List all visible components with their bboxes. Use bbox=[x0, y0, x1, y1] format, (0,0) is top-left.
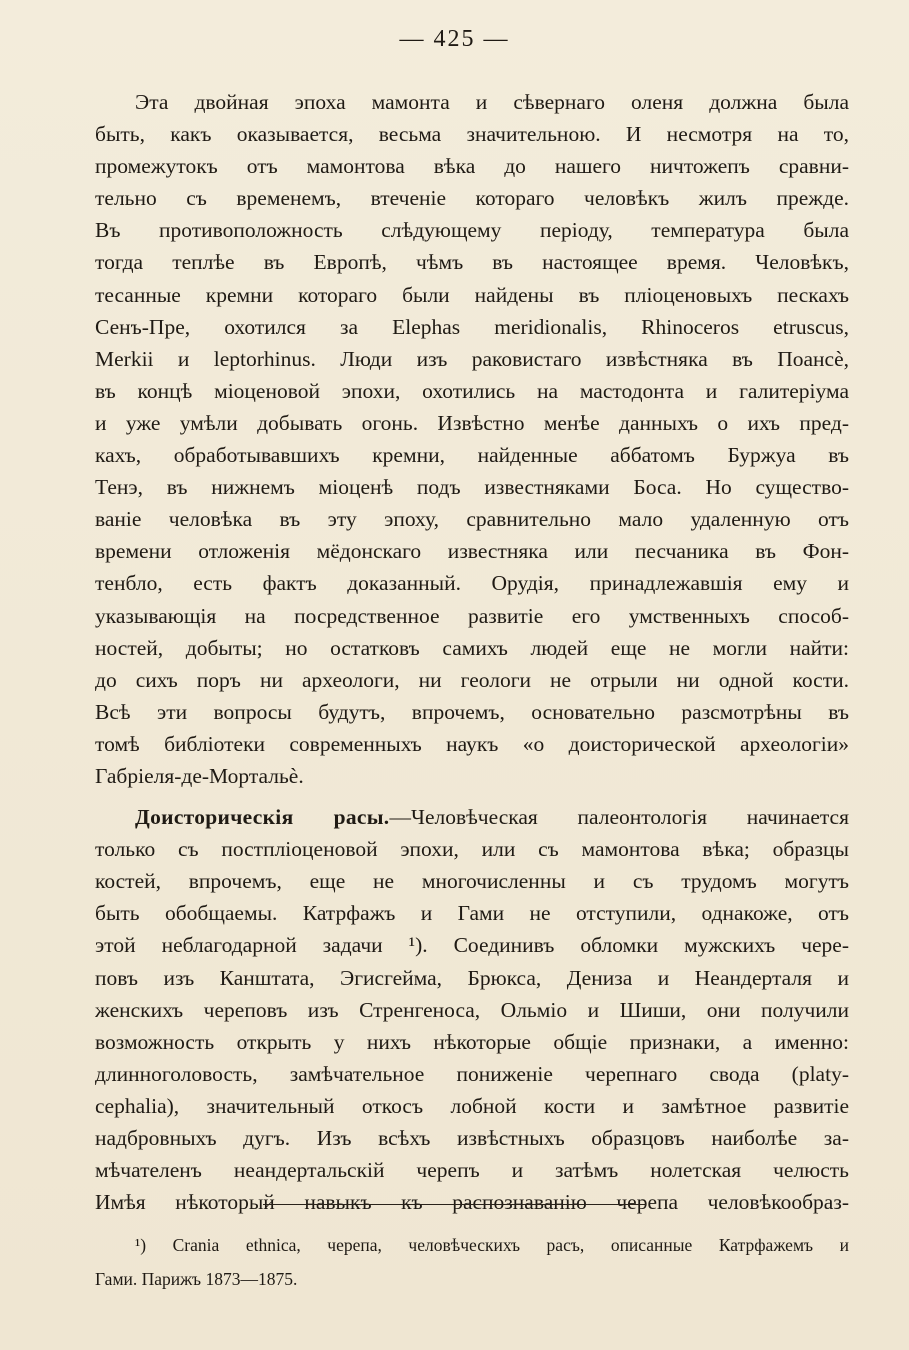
text-line: до сихъ поръ ни археологи, ни геологи не отрыли ни одной кости. bbox=[95, 667, 849, 692]
text-line: томѣ библіотеки современныхъ наукъ «о доисторической археологіи» bbox=[95, 731, 849, 756]
text-line: тогда теплѣе въ Европѣ, чѣмъ въ настоящее время. Человѣкъ, bbox=[95, 250, 849, 275]
text-line: Всѣ эти вопросы будутъ, впрочемъ, основательно разсмотрѣны въ bbox=[95, 699, 849, 724]
text-line-with-heading bbox=[95, 801, 849, 833]
paragraph-1 bbox=[95, 86, 849, 792]
footnote-line: ¹) Crania ethnica, черепа, человѣческихъ расъ, описанные Катрфажемъ и bbox=[135, 1235, 849, 1255]
text-line: надбровныхъ дугъ. Изъ всѣхъ извѣстныхъ образцовъ наиболѣе за- bbox=[95, 1126, 849, 1150]
text-line: Габріеля-де-Мортальѐ. bbox=[95, 763, 304, 788]
body-text bbox=[95, 86, 849, 1218]
text-line: Въ противоположность слѣдующему періоду, температура была bbox=[95, 218, 849, 243]
text-line: Тенэ, въ нижнемъ міоценѣ подъ известняками Боса. Но существо- bbox=[95, 475, 849, 500]
text-line: и уже умѣли добывать огонь. Извѣстно менѣе данныхъ о ихъ пред- bbox=[95, 410, 849, 435]
text-line: этой неблагодарной задачи ¹). Соединивъ обломки мужскихъ чере- bbox=[95, 933, 849, 958]
text-run: —Человѣческая палеонтологія начинается bbox=[389, 805, 849, 830]
text-line: указывающія на посредственное развитіе его умственныхъ способ- bbox=[95, 603, 849, 628]
text-line: быть обобщаемы. Катрфажъ и Гами не отступили, однакоже, отъ bbox=[95, 901, 849, 926]
text-line: ваніе человѣка въ эту эпоху, сравнительно мало удаленную отъ bbox=[95, 507, 849, 532]
text-line: мѣчателенъ неандертальскій черепъ и затѣмъ нолетская челюсть bbox=[95, 1158, 849, 1183]
text-line: кахъ, обработывавшихъ кремни, найденные аббатомъ Буржуа въ bbox=[95, 443, 849, 468]
text-line: въ концѣ міоценовой эпохи, охотились на мастодонта и галитеріума bbox=[95, 378, 849, 403]
text-line: cephalia), значительный откосъ лобной кости и замѣтное развитіе bbox=[95, 1093, 849, 1118]
text-line: повъ изъ Канштата, Эгисгейма, Брюкса, Дениза и Неандерталя и bbox=[95, 965, 849, 990]
text-line: Эта двойная эпоха мамонта и сѣвернаго оленя должна была bbox=[135, 90, 849, 114]
text-line: промежутокъ отъ мамонтова вѣка до нашего ничтожепъ сравни- bbox=[95, 154, 849, 179]
text-line: только съ постпліоценовой эпохи, или съ мамонтова вѣка; образцы bbox=[95, 837, 849, 862]
footnote-divider bbox=[263, 1204, 646, 1205]
text-line: женскихъ череповъ изъ Стренгеноса, Ольміо и Шиши, они получили bbox=[95, 997, 849, 1022]
paragraph-2 bbox=[95, 801, 849, 1218]
text-line: ностей, добыты; но остатковъ самихъ людей еще не могли найти: bbox=[95, 635, 849, 660]
text-line: Merkii и leptorhinus. Люди изъ раковистаго извѣстняка въ Поансѐ, bbox=[95, 346, 849, 371]
text-line: тенбло, есть фактъ доказанный. Орудія, принадлежавшія ему и bbox=[95, 571, 849, 596]
paragraph-gap bbox=[95, 792, 849, 801]
text-line: возможность открыть у нихъ нѣкоторые общіе признаки, а именно: bbox=[95, 1029, 849, 1054]
text-line: быть, какъ оказывается, весьма значительною. И несмотря на то, bbox=[95, 122, 849, 147]
text-line: длинноголовость, замѣчательное пониженіе черепнаго свода (platy- bbox=[95, 1061, 849, 1086]
text-line: костей, впрочемъ, еще не многочисленны и съ трудомъ могутъ bbox=[95, 869, 849, 894]
text-line: тельно съ временемъ, втеченіе котораго человѣкъ жилъ прежде. bbox=[95, 186, 849, 211]
text-line: тесанные кремни котораго были найдены въ пліоценовыхъ пескахъ bbox=[95, 282, 849, 307]
section-heading: Доисторическія расы. bbox=[135, 805, 390, 830]
footnote bbox=[95, 1228, 849, 1296]
page-number: — 425 — bbox=[399, 26, 510, 52]
text-line: Имѣя нѣкоторый навыкъ къ распознаванію черепа человѣкообраз- bbox=[95, 1190, 849, 1215]
footnote-line: Гами. Парижъ 1873—1875. bbox=[95, 1269, 298, 1289]
text-line: Сенъ-Пре, охотился за Elephas meridionalis, Rhinoceros etruscus, bbox=[95, 314, 849, 339]
text-line: времени отложенія мёдонскаго известняка или песчаника въ Фон- bbox=[95, 539, 849, 564]
